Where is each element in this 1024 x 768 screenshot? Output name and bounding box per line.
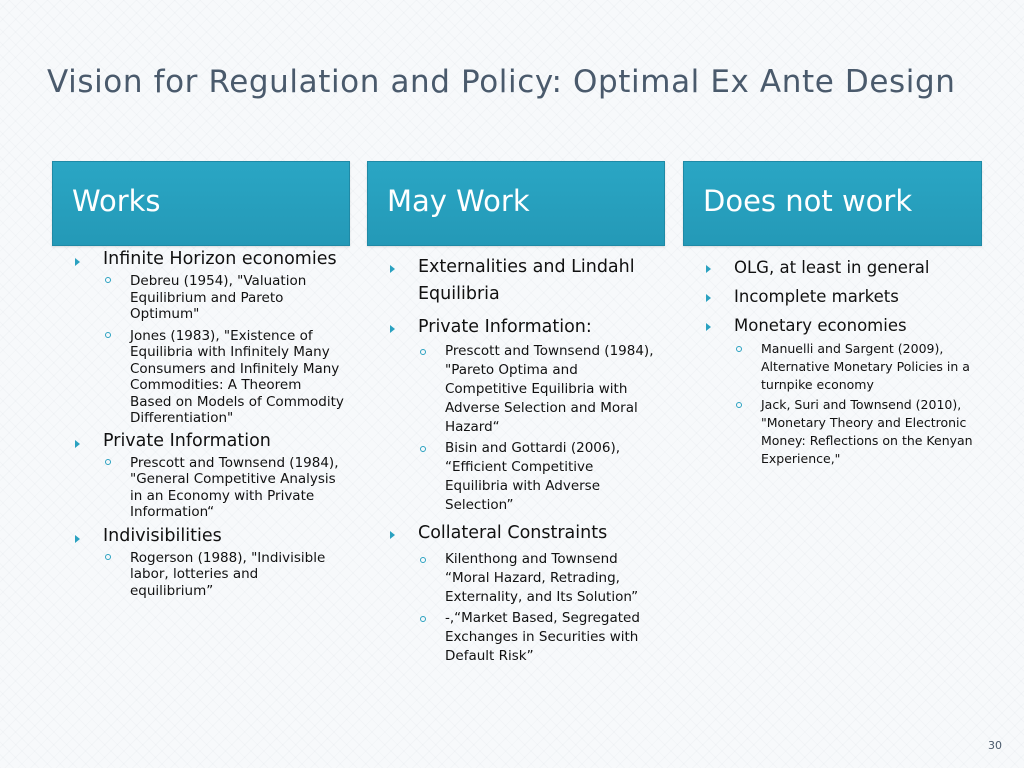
column-may-work bbox=[367, 161, 665, 668]
bullet-item: Monetary economies bbox=[703, 311, 976, 340]
bullet-item: Infinite Horizon economies bbox=[72, 250, 344, 269]
bullet-item: Indivisibilities bbox=[72, 527, 344, 546]
sub-bullet-item: Prescott and Townsend (1984), "General Competitive Analysis in an Economy with Private Information“ bbox=[72, 455, 344, 521]
sub-bullet-item: Manuelli and Sargent (2009), Alternative Monetary Policies in a turnpike economy bbox=[703, 340, 976, 394]
sub-bullet-item: Jack, Suri and Townsend (2010), "Monetary Theory and Electronic Money: Reflections on the Kenyan Experience," bbox=[703, 396, 976, 468]
bullet-item: Collateral Constraints bbox=[387, 520, 659, 547]
column-body-works bbox=[52, 246, 350, 599]
column-does-not-work bbox=[683, 161, 982, 470]
column-works bbox=[52, 161, 350, 604]
column-body-may-work bbox=[367, 246, 665, 666]
sub-bullet-item: Bisin and Gottardi (2006), “Efficient Competitive Equilibria with Adverse Selection” bbox=[387, 439, 659, 515]
slide-title: Vision for Regulation and Policy: Optimal Ex Ante Design bbox=[47, 64, 956, 100]
bullet-item: Private Information: bbox=[387, 314, 659, 341]
page-number: 30 bbox=[988, 739, 1002, 752]
bullet-item: OLG, at least in general bbox=[703, 253, 976, 282]
sub-bullet-item: -,“Market Based, Segregated Exchanges in Securities with Default Risk” bbox=[387, 609, 659, 666]
sub-bullet-item: Prescott and Townsend (1984), "Pareto Optima and Competitive Equilibria with Adverse Selection and Moral Hazard“ bbox=[387, 342, 659, 437]
sub-bullet-item: Kilenthong and Townsend “Moral Hazard, Retrading, Externality, and Its Solution” bbox=[387, 550, 659, 607]
sub-bullet-item: Rogerson (1988), "Indivisible labor, lotteries and equilibrium” bbox=[72, 550, 344, 600]
column-header-does-not-work: Does not work bbox=[683, 161, 982, 246]
sub-bullet-item: Jones (1983), "Existence of Equilibria with Infinitely Many Consumers and Infinitely Many Commodities: A Theorem Based on Models of Commodity Differentiation" bbox=[72, 328, 344, 427]
sub-bullet-item: Debreu (1954), "Valuation Equilibrium and Pareto Optimum" bbox=[72, 273, 344, 323]
column-body-does-not-work bbox=[683, 246, 982, 468]
bullet-item: Incomplete markets bbox=[703, 282, 976, 311]
bullet-item: Private Information bbox=[72, 432, 344, 451]
bullet-item: Externalities and Lindahl Equilibria bbox=[387, 254, 659, 308]
column-header-works: Works bbox=[52, 161, 350, 246]
column-header-may-work: May Work bbox=[367, 161, 665, 246]
